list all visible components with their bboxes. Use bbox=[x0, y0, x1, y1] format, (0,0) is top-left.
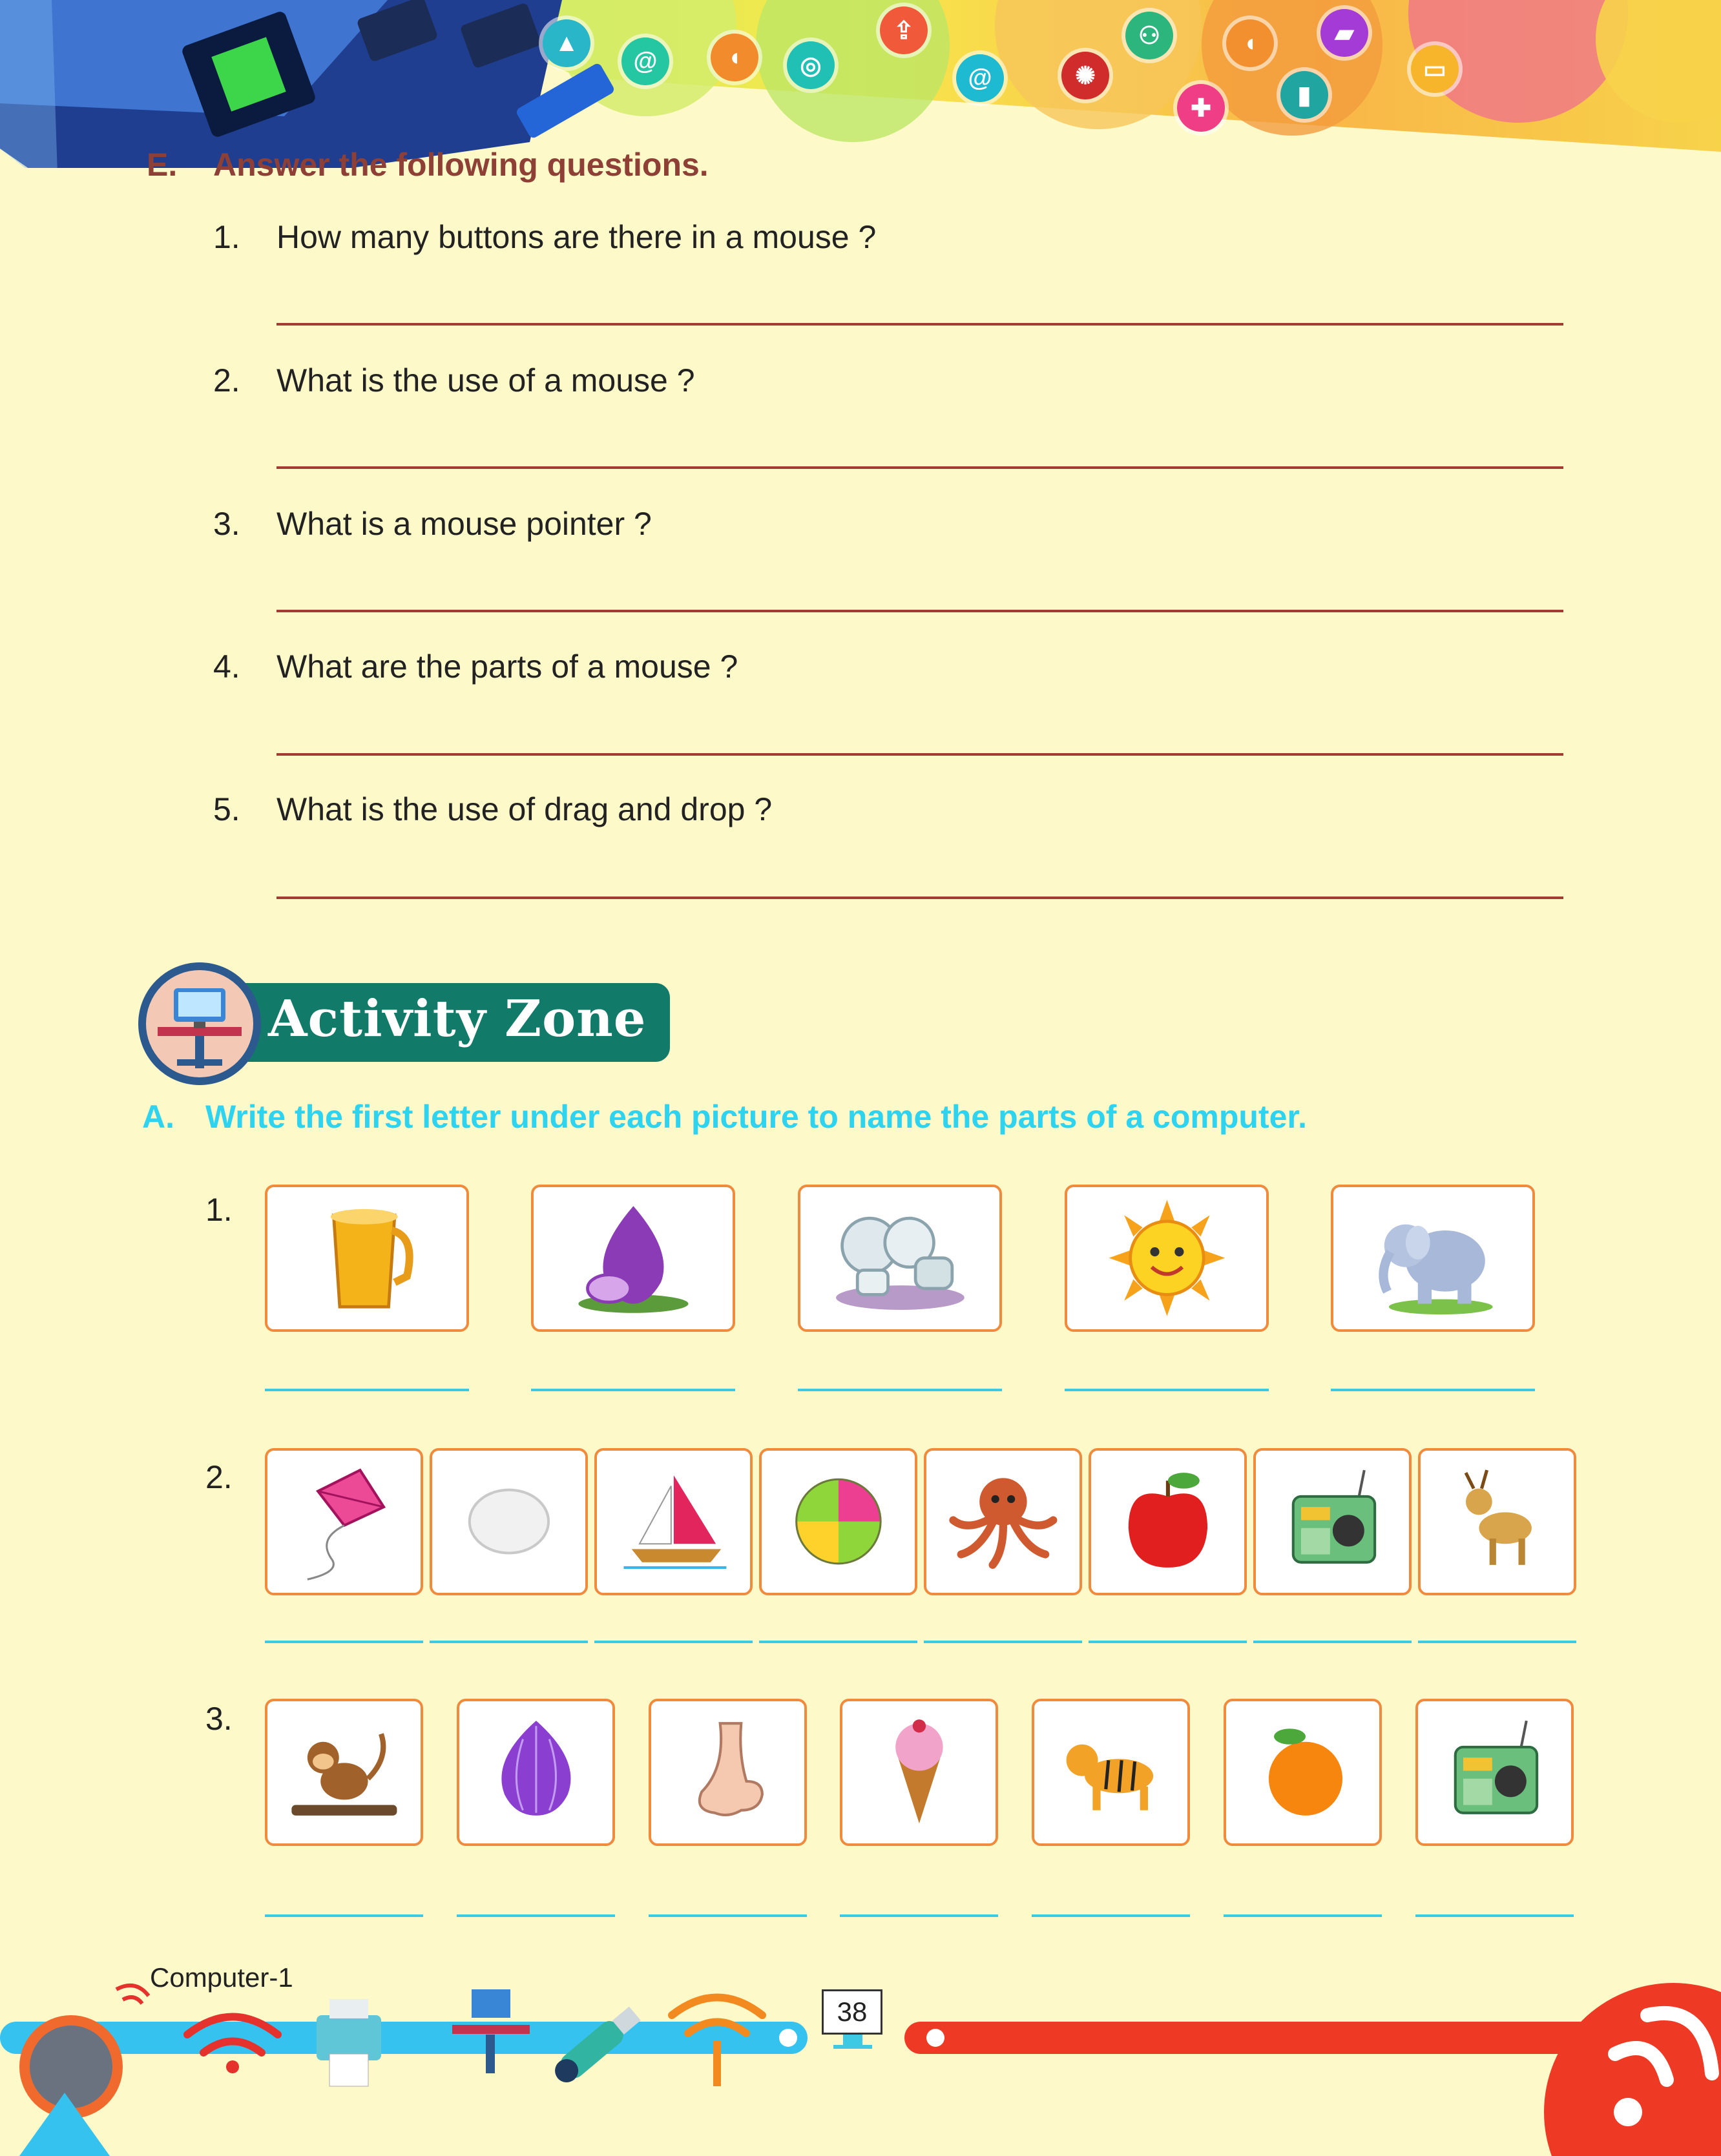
answer-blank[interactable] bbox=[265, 1641, 423, 1643]
picture-card-nose bbox=[649, 1699, 807, 1846]
question-text: What are the parts of a mouse ? bbox=[276, 648, 738, 685]
question-text: What is the use of drag and drop ? bbox=[276, 791, 773, 827]
question-text: What is a mouse pointer ? bbox=[276, 506, 652, 542]
upload-icon: ⇪ bbox=[880, 6, 928, 54]
answer-blank[interactable] bbox=[1253, 1641, 1412, 1643]
folder-icon: ▰ bbox=[1320, 9, 1368, 57]
picture-card-utensils bbox=[798, 1185, 1002, 1332]
picture-card-sun bbox=[1065, 1185, 1269, 1332]
elephant-icon bbox=[1348, 1197, 1519, 1319]
gear-icon: ✺ bbox=[1061, 52, 1109, 99]
question-number: 1. bbox=[213, 219, 240, 255]
picture-card-onion bbox=[531, 1185, 735, 1332]
section-e-letter: E. bbox=[147, 147, 178, 183]
row-number: 1. bbox=[205, 1192, 233, 1228]
egg-icon bbox=[443, 1460, 575, 1582]
at-icon: @ bbox=[621, 37, 669, 85]
utensils-icon bbox=[815, 1197, 986, 1319]
question-number: 2. bbox=[213, 362, 240, 399]
answer-line[interactable] bbox=[276, 323, 1563, 326]
ice-cream-icon bbox=[853, 1711, 985, 1833]
answer-blank[interactable] bbox=[1418, 1641, 1576, 1643]
monkey-icon bbox=[278, 1711, 410, 1833]
row-number: 2. bbox=[205, 1459, 233, 1495]
answer-blank[interactable] bbox=[1065, 1389, 1269, 1391]
picture-card-yacht bbox=[594, 1448, 753, 1595]
jug-icon bbox=[282, 1197, 453, 1319]
network-icon: ⚇ bbox=[1125, 12, 1173, 59]
sun-icon bbox=[1081, 1197, 1253, 1319]
apple-icon bbox=[1102, 1460, 1234, 1582]
answer-blank[interactable] bbox=[265, 1914, 423, 1917]
onion-icon bbox=[470, 1711, 602, 1833]
question-number: 5. bbox=[213, 791, 240, 827]
ball-icon bbox=[773, 1460, 904, 1582]
answer-blank[interactable] bbox=[840, 1914, 998, 1917]
answer-blank[interactable] bbox=[1032, 1914, 1190, 1917]
radio-icon bbox=[1429, 1711, 1561, 1833]
answer-blank[interactable] bbox=[1224, 1914, 1382, 1917]
picture-card-elephant bbox=[1331, 1185, 1535, 1332]
question-text: What is the use of a mouse ? bbox=[276, 362, 695, 399]
answer-line[interactable] bbox=[276, 897, 1563, 899]
mouse-icon: ◖ bbox=[1226, 19, 1274, 67]
picture-card-egg bbox=[430, 1448, 588, 1595]
mouse-icon: ◖ bbox=[711, 34, 758, 81]
picture-card-radio bbox=[1253, 1448, 1412, 1595]
picture-card-jug bbox=[265, 1185, 469, 1332]
tiger-icon bbox=[1045, 1711, 1177, 1833]
computer-desk-icon bbox=[138, 962, 261, 1085]
gamepad-icon: ✚ bbox=[1177, 84, 1225, 132]
answer-line[interactable] bbox=[276, 466, 1563, 469]
picture-card-kite bbox=[265, 1448, 423, 1595]
onion-icon bbox=[548, 1197, 719, 1319]
question-text: How many buttons are there in a mouse ? bbox=[276, 219, 877, 255]
section-a-letter: A. bbox=[142, 1099, 174, 1135]
answer-blank[interactable] bbox=[798, 1389, 1002, 1391]
answer-blank[interactable] bbox=[265, 1389, 469, 1391]
at-icon: @ bbox=[956, 54, 1004, 102]
globe-icon: ◎ bbox=[787, 41, 835, 89]
answer-blank[interactable] bbox=[594, 1641, 753, 1643]
footer-book-label: Computer-1 bbox=[150, 1962, 293, 1993]
yacht-icon bbox=[608, 1460, 740, 1582]
picture-card-apple bbox=[1089, 1448, 1247, 1595]
answer-blank[interactable] bbox=[924, 1641, 1082, 1643]
picture-card-onion bbox=[457, 1699, 615, 1846]
top-banner bbox=[0, 0, 1721, 168]
activity-zone-title: Activity Zone bbox=[268, 990, 647, 1048]
chart-icon: ▲ bbox=[543, 19, 590, 67]
octopus-icon bbox=[937, 1460, 1069, 1582]
kite-icon bbox=[278, 1460, 410, 1582]
answer-blank[interactable] bbox=[649, 1914, 807, 1917]
picture-card-orange bbox=[1224, 1699, 1382, 1846]
picture-card-radio bbox=[1415, 1699, 1574, 1846]
answer-blank[interactable] bbox=[531, 1389, 735, 1391]
row-number: 3. bbox=[205, 1701, 233, 1737]
picture-card-tiger bbox=[1032, 1699, 1190, 1846]
bar-chart-icon: ▮ bbox=[1280, 71, 1328, 119]
answer-blank[interactable] bbox=[457, 1914, 615, 1917]
answer-blank[interactable] bbox=[430, 1641, 588, 1643]
answer-line[interactable] bbox=[276, 753, 1563, 756]
picture-card-ball bbox=[759, 1448, 917, 1595]
page-number: 38 bbox=[822, 1989, 882, 2035]
deer-icon bbox=[1432, 1460, 1563, 1582]
nose-icon bbox=[662, 1711, 794, 1833]
section-a-title: Write the first letter under each picture to name the parts of a computer. bbox=[205, 1099, 1307, 1135]
answer-blank[interactable] bbox=[759, 1641, 917, 1643]
banner-background bbox=[0, 0, 1721, 168]
answer-blank[interactable] bbox=[1331, 1389, 1535, 1391]
monitor-icon: ▭ bbox=[1411, 45, 1459, 93]
answer-blank[interactable] bbox=[1415, 1914, 1574, 1917]
orange-icon bbox=[1237, 1711, 1369, 1833]
picture-card-ice-cream bbox=[840, 1699, 998, 1846]
question-number: 4. bbox=[213, 648, 240, 685]
picture-card-deer bbox=[1418, 1448, 1576, 1595]
section-e-title: Answer the following questions. bbox=[213, 147, 709, 183]
radio-icon bbox=[1267, 1460, 1399, 1582]
picture-card-monkey bbox=[265, 1699, 423, 1846]
picture-card-octopus bbox=[924, 1448, 1082, 1595]
answer-line[interactable] bbox=[276, 610, 1563, 612]
question-number: 3. bbox=[213, 506, 240, 542]
answer-blank[interactable] bbox=[1089, 1641, 1247, 1643]
